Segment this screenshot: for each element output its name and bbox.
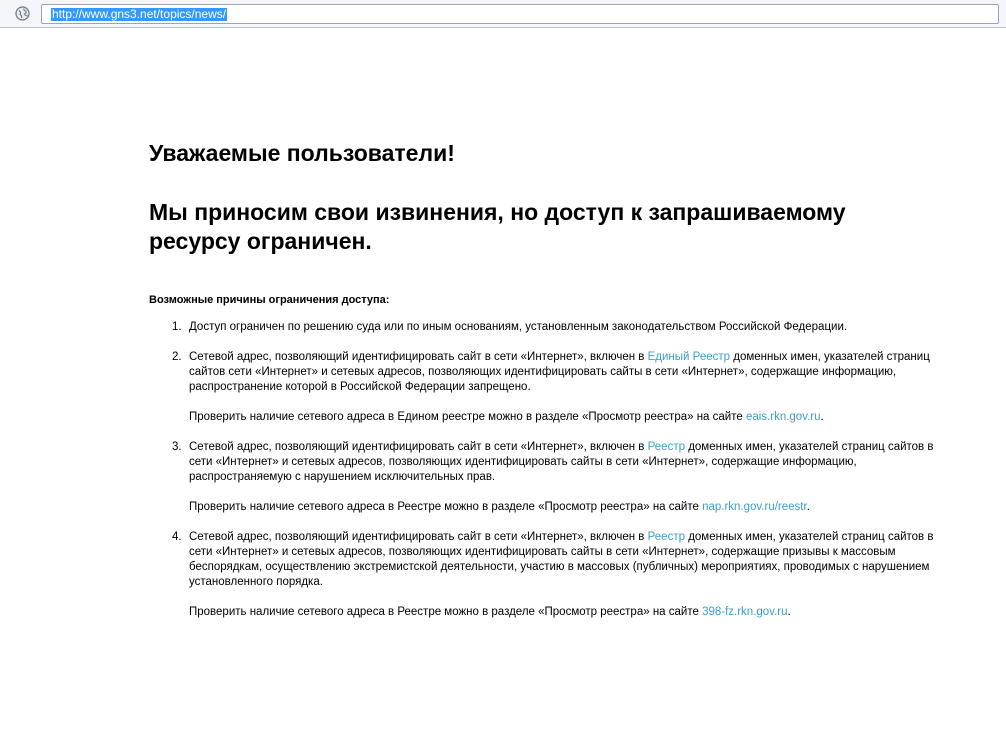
reasons-title: Возможные причины ограничения доступа:	[149, 294, 390, 306]
globe-icon	[15, 6, 30, 21]
registry-link[interactable]: Реестр	[647, 441, 685, 453]
reason-number: 1.	[172, 321, 182, 333]
check-text: Проверить наличие сетевого адреса в Реестре можно в разделе «Просмотр реестра» на сайте nap.rkn.gov.ru/reestr.	[189, 501, 810, 513]
398-fz-link[interactable]: 398-fz.rkn.gov.ru	[702, 606, 788, 618]
reason-text: Доступ ограничен по решению суда или по иным основаниям, установленным законодательством Российской Федерации.	[189, 321, 848, 333]
url-text: http://www.gns3.net/topics/news/	[52, 7, 227, 21]
apology-heading: Мы приносим свои извинения, но доступ к запрашиваемому ресурсу ограничен.	[149, 199, 846, 254]
registry-link[interactable]: Единый Реестр	[647, 351, 731, 363]
reason-body	[189, 530, 939, 620]
reason-number: 2.	[172, 351, 182, 363]
reason-body	[189, 350, 939, 425]
nap-link[interactable]: nap.rkn.gov.ru/reestr	[702, 501, 807, 513]
check-text: Проверить наличие сетевого адреса в Реестре можно в разделе «Просмотр реестра» на сайте 398-fz.rkn.gov.ru.	[189, 606, 791, 618]
address-bar	[0, 0, 1006, 28]
reason-number: 3.	[172, 441, 182, 453]
url-input[interactable]	[41, 4, 999, 24]
registry-link[interactable]: Реестр	[647, 531, 685, 543]
reason-text: Сетевой адрес, позволяющий идентифицировать сайт в сети «Интернет», включен в Реестр доменных имен, указателей страниц сайтов в сети «Интернет» и сетевых адресов, позволяющих идентифицировать сайты в сети «Интернет», содержащие призывы к массовым беспорядкам, осуществлению экстремистской деятельности, участию в массовых (публичных) мероприятиях, проводимых с нарушением установленного порядка.	[189, 531, 934, 588]
eais-link[interactable]: eais.rkn.gov.ru	[745, 411, 821, 423]
check-text: Проверить наличие сетевого адреса в Едином реестре можно в разделе «Просмотр реестра» на сайте eais.rkn.gov.ru.	[189, 411, 824, 423]
reason-text: Сетевой адрес, позволяющий идентифицировать сайт в сети «Интернет», включен в Реестр доменных имен, указателей страниц сайтов в сети «Интернет» и сетевых адресов, позволяющих идентифицировать сайты в сети «Интернет», содержащие информацию, распространяемую с нарушением исключительных прав.	[189, 441, 934, 483]
reason-text: Сетевой адрес, позволяющий идентифицировать сайт в сети «Интернет», включен в Единый Реестр доменных имен, указателей страниц сайтов сети «Интернет» и сетевых адресов, позволяющих идентифицировать сайты в сети «Интернет», содержащие информацию, распространение которой в Российской Федерации запрещено.	[189, 351, 930, 393]
reason-body	[189, 440, 939, 515]
reason-number: 4.	[172, 531, 182, 543]
greeting-heading: Уважаемые пользователи!	[149, 140, 455, 166]
